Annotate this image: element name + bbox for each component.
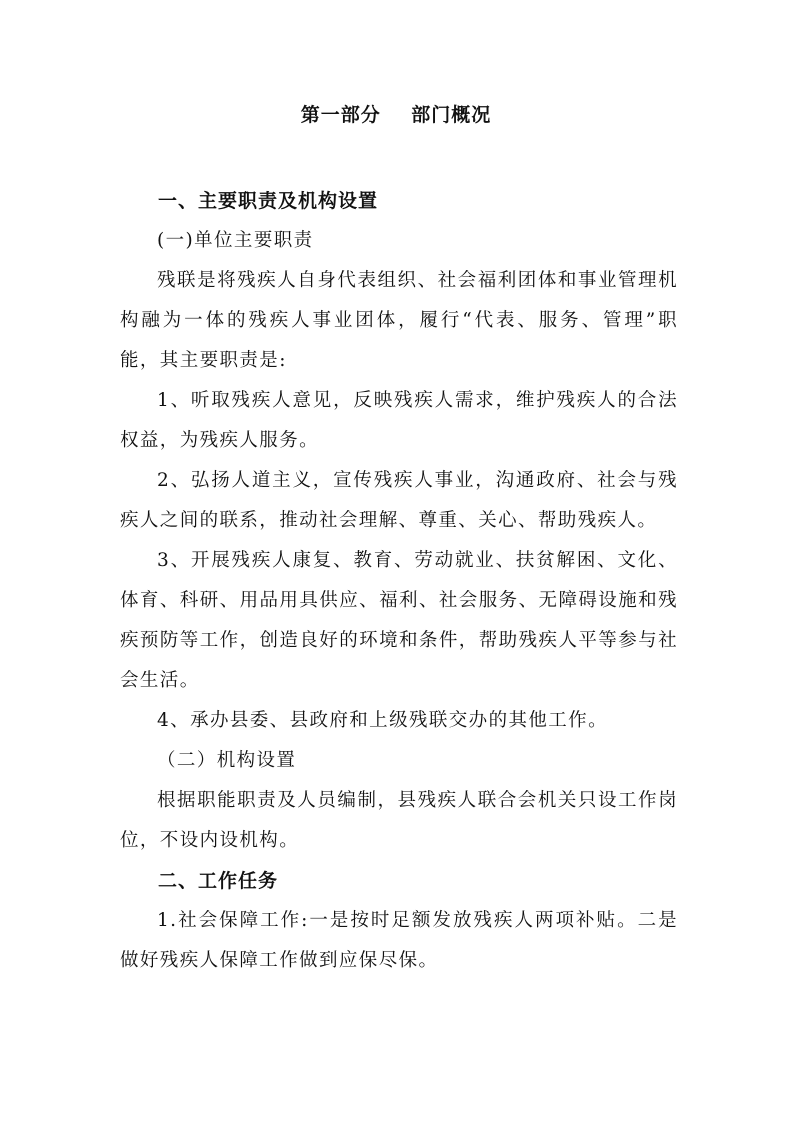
duty-item-3: 3、开展残疾人康复、教育、劳动就业、扶贫解困、文化、体育、科研、用品用具供应、福利、社会服务、无障碍设施和残疾预防等工作，创造良好的环境和条件，帮助残疾人平等参与社会生活。	[120, 550, 678, 691]
subheading-main-duties: (一)单位主要职责	[157, 230, 314, 251]
subheading-organization: （二）机构设置	[157, 750, 297, 771]
section-heading-tasks: 二、工作任务	[158, 870, 279, 892]
page-title: 第一部分 部门概况	[300, 104, 492, 126]
duty-item-1: 1、听取残疾人意见，反映残疾人需求，维护残疾人的合法权益，为残疾人服务。	[120, 390, 678, 451]
paragraph-intro: 残联是将残疾人自身代表组织、社会福利团体和事业管理机构融为一体的残疾人事业团体，履行“代表、服务、管理”职能，其主要职责是:	[120, 270, 678, 371]
paragraph-organization: 根据职能职责及人员编制，县残疾人联合会机关只设工作岗位，不设内设机构。	[120, 790, 678, 851]
section-heading-responsibilities: 一、主要职责及机构设置	[158, 190, 379, 212]
task-item-1: 1.社会保障工作:一是按时足额发放残疾人两项补贴。二是做好残疾人保障工作做到应保尽保。	[120, 910, 678, 971]
duty-item-4: 4、承办县委、县政府和上级残联交办的其他工作。	[157, 710, 608, 731]
document-body	[120, 181, 678, 981]
duty-item-2: 2、弘扬人道主义，宣传残疾人事业，沟通政府、社会与残疾人之间的联系，推动社会理解、尊重、关心、帮助残疾人。	[120, 470, 678, 531]
